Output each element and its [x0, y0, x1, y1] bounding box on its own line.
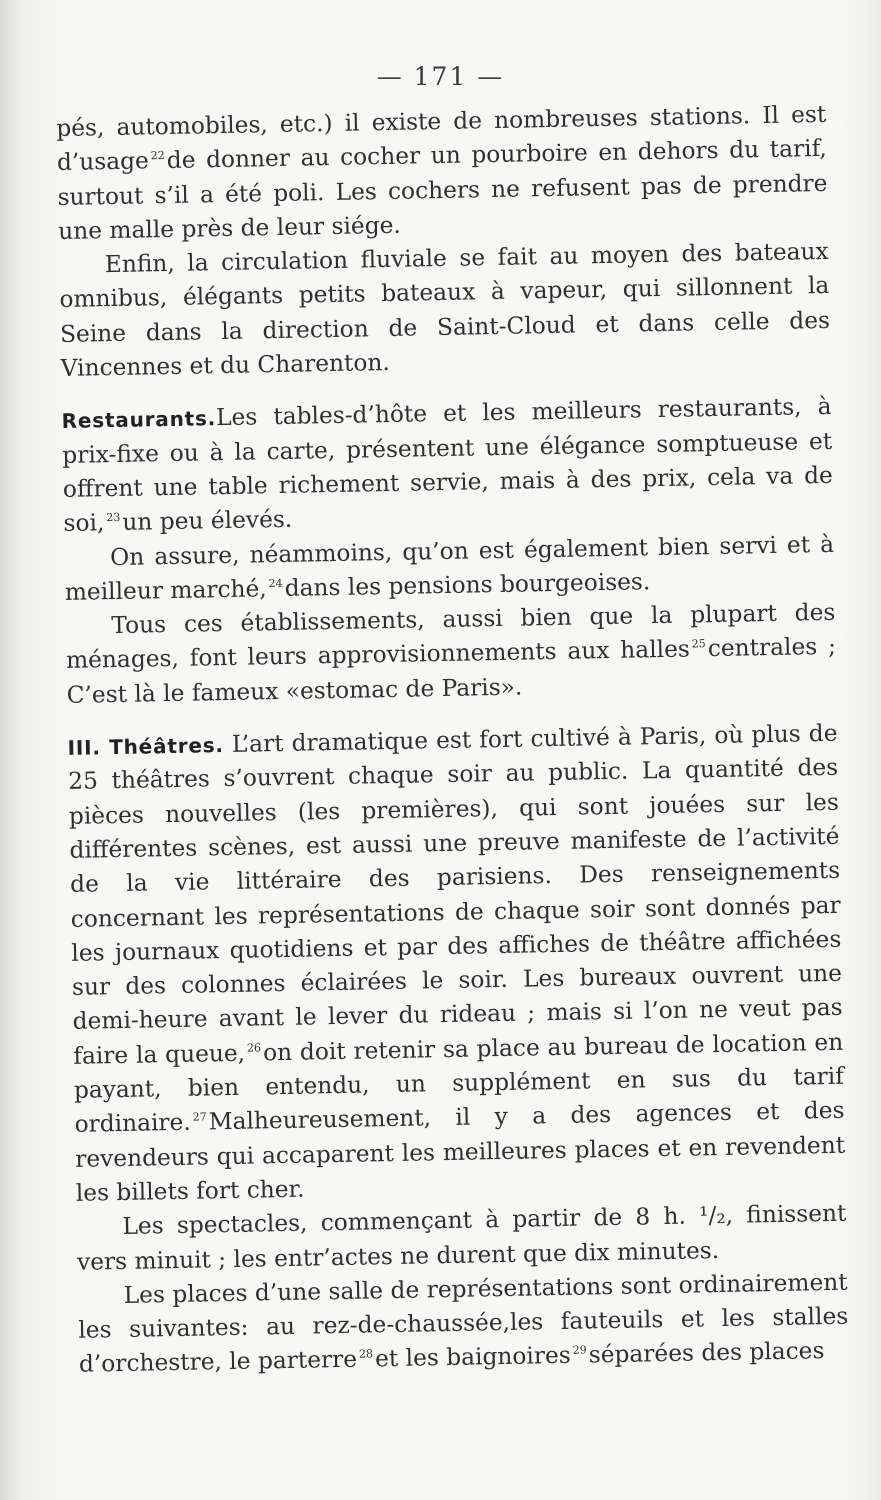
paragraph-text: et les baignoires: [374, 1342, 571, 1373]
paragraph-text: L’art dramatique est fort cultivé à Paris, où plus de 25 théâtres s’ouvrent chaque soir au public. La quantité des pièces nouvelles (les premières), qui sont jouées sur les différentes scènes, est aussi une preuve manifeste de l’activité de la vie littéraire des parisiens. Des renseignements concernant les représentations de chaque soir sont donnés par les journaux quotidiens et par des affiches de théâtre affichées sur des colonnes éclairées le soir. Les bureaux ouvrent une demi-heure avant le lever du rideau ; mais si l’on ne veut pas faire la queue,: [68, 719, 843, 1070]
paragraph-halles: [65, 596, 837, 713]
paragraph-restaurants: [61, 390, 833, 541]
footnote-ref: 24: [268, 576, 283, 591]
paragraph-text: séparées des places: [588, 1337, 825, 1369]
paragraph-text: pés, automobiles, etc.) il existe de nombreuses stations. Il est d’usage: [56, 100, 827, 177]
footnote-ref: 26: [246, 1041, 262, 1055]
footnote-ref: 22: [150, 149, 165, 163]
paragraph-theatres: [67, 717, 846, 1211]
paragraph-places: [77, 1265, 849, 1382]
page-number: — 171 —: [376, 62, 505, 91]
paragraph-text: de donner au cocher un pourboire en dehors du tarif, surtout s’il a été poli. Les cochers ne refusent pas de prendre une malle près de leur siége.: [57, 135, 828, 245]
paragraph-text: , finissent vers minuit ; les entr’actes ne durent que dix minutes.: [76, 1199, 847, 1276]
fraction-half: ¹/₂: [698, 1202, 726, 1230]
footnote-ref: 28: [358, 1347, 374, 1362]
paragraph-text: Enfin, la circulation fluviale se fait au moyen des bateaux omnibus, élégants petits bateaux à vapeur, qui sillonnent la Seine dans la direction de Saint-Cloud et dans celle des Vincennes et du Charenton.: [59, 238, 831, 383]
paragraph-text: un peu élevés.: [122, 506, 293, 537]
footnote-ref: 23: [106, 511, 121, 525]
paragraph-text: Les spectacles, commençant à partir de 8 h.: [122, 1202, 687, 1241]
footnote-ref: 27: [192, 1110, 207, 1124]
paragraph-text: Les tables-d’hôte et les meilleurs restaurants, à prix-fixe ou à la carte, présentent une élégance somptueuse et offrent une table richement servie, mais à des prix, cela va de soi,: [62, 393, 834, 538]
section-heading-restaurants: Restaurants.: [61, 406, 217, 434]
paragraph-text: Malheureusement, il y a des agences et des revendeurs qui accaparent les meilleures places et en revendent les billets fort cher.: [74, 1097, 846, 1207]
footnote-ref: 25: [691, 637, 706, 651]
paragraph-cab-tips: [56, 98, 828, 249]
paragraph-text: Les places d’une salle de représentations sont ordinairement les suivantes: au rez-de-chaussée,les fauteuils et les stalles d’orchestre, le parterre: [78, 1268, 849, 1379]
paragraph-text: On assure, néammoins, qu’on est également bien servi et à meilleur marché,: [64, 530, 835, 606]
section-heading-theatres: III. Théâtres.: [67, 733, 225, 760]
body-text: [56, 98, 849, 1383]
paragraph-text: Tous ces établissements, aussi bien que la plupart des ménages, font leurs approvisionnements aux halles: [65, 598, 836, 675]
footnote-ref: 29: [572, 1343, 587, 1358]
paragraph-text: on doit retenir sa place au bureau de location en payant, bien entendu, un supplément en sus du tarif ordinaire.: [73, 1028, 845, 1139]
paragraph-river-boats: [59, 235, 831, 386]
paragraph-text: centrales ; C’est là le fameux «estomac de Paris».: [66, 633, 837, 709]
paragraph-text: dans les pensions bourgeoises.: [284, 568, 651, 602]
